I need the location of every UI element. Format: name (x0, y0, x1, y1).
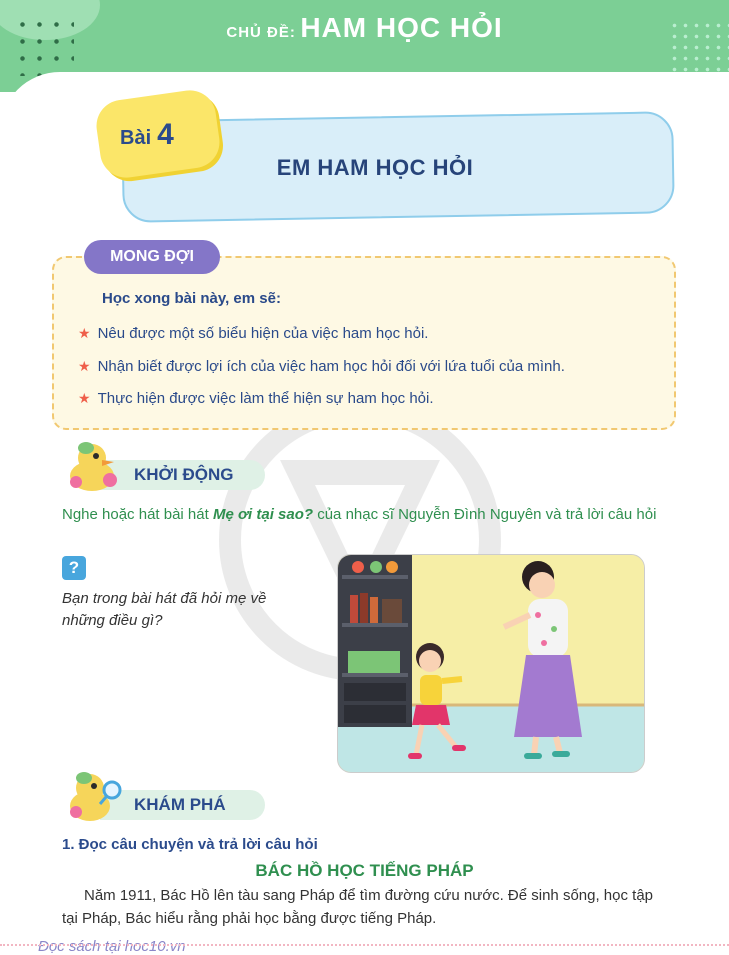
star-icon: ★ (78, 390, 91, 406)
warmup-song-title: Mẹ ơi tại sao? (212, 506, 314, 523)
footer-text: Đọc sách tại hoc10.vn (38, 938, 186, 955)
warmup-question: Bạn trong bài hát đã hỏi mẹ về những điều gì? (62, 590, 267, 629)
illustration-drawing (338, 555, 644, 772)
warmup-title: KHỞI ĐỘNG (134, 465, 234, 484)
star-icon: ★ (78, 325, 91, 341)
lesson-badge-word: Bài (120, 127, 152, 149)
topic-prefix: CHỦ ĐỀ: (226, 24, 296, 41)
duck-mascot-icon (62, 440, 124, 494)
explore-task: 1. Đọc câu chuyện và trả lời câu hỏi (62, 836, 318, 853)
question-badge: ? (62, 556, 86, 580)
expectation-item (78, 325, 428, 342)
topic-name: HAM HỌC HỎI (300, 12, 503, 43)
expectations-heading: Học xong bài này, em sẽ: (102, 290, 281, 307)
expectation-text: Nhận biết được lợi ích của việc ham học hỏi đối với lứa tuổi của mình. (97, 358, 565, 375)
warmup-intro (62, 504, 672, 526)
story-title: BÁC HỒ HỌC TIẾNG PHÁP (255, 861, 474, 880)
topic-title (0, 12, 729, 44)
expectation-text: Thực hiện được việc làm thể hiện sự ham học hỏi. (97, 390, 434, 407)
explore-title: KHÁM PHÁ (134, 795, 226, 814)
star-icon: ★ (78, 358, 91, 374)
warmup-intro-after: của nhạc sĩ Nguyễn Đình Nguyên và trả lời câu hỏi (313, 506, 657, 523)
expectation-item (78, 390, 434, 407)
duck-mascot-magnifier-icon (62, 770, 124, 824)
warmup-intro-before: Nghe hoặc hát bài hát (62, 506, 213, 523)
story-paragraph: Năm 1911, Bác Hồ lên tàu sang Pháp để tìm đường cứu nước. Để sinh sống, học tập tại Pháp, Bác hiểu rằng phải học bằng được tiếng Pháp. (62, 887, 654, 927)
lesson-badge-text (120, 118, 174, 152)
footer-dotted-border (0, 944, 729, 951)
expectations-label: MONG ĐỢI (84, 240, 220, 274)
lesson-badge-number: 4 (157, 118, 174, 151)
expectation-text: Nêu được một số biểu hiện của việc ham học hỏi. (97, 325, 429, 342)
lesson-title: EM HAM HỌC HỎI (276, 155, 474, 180)
mother-child-illustration (337, 554, 645, 773)
expectation-item (78, 358, 565, 375)
